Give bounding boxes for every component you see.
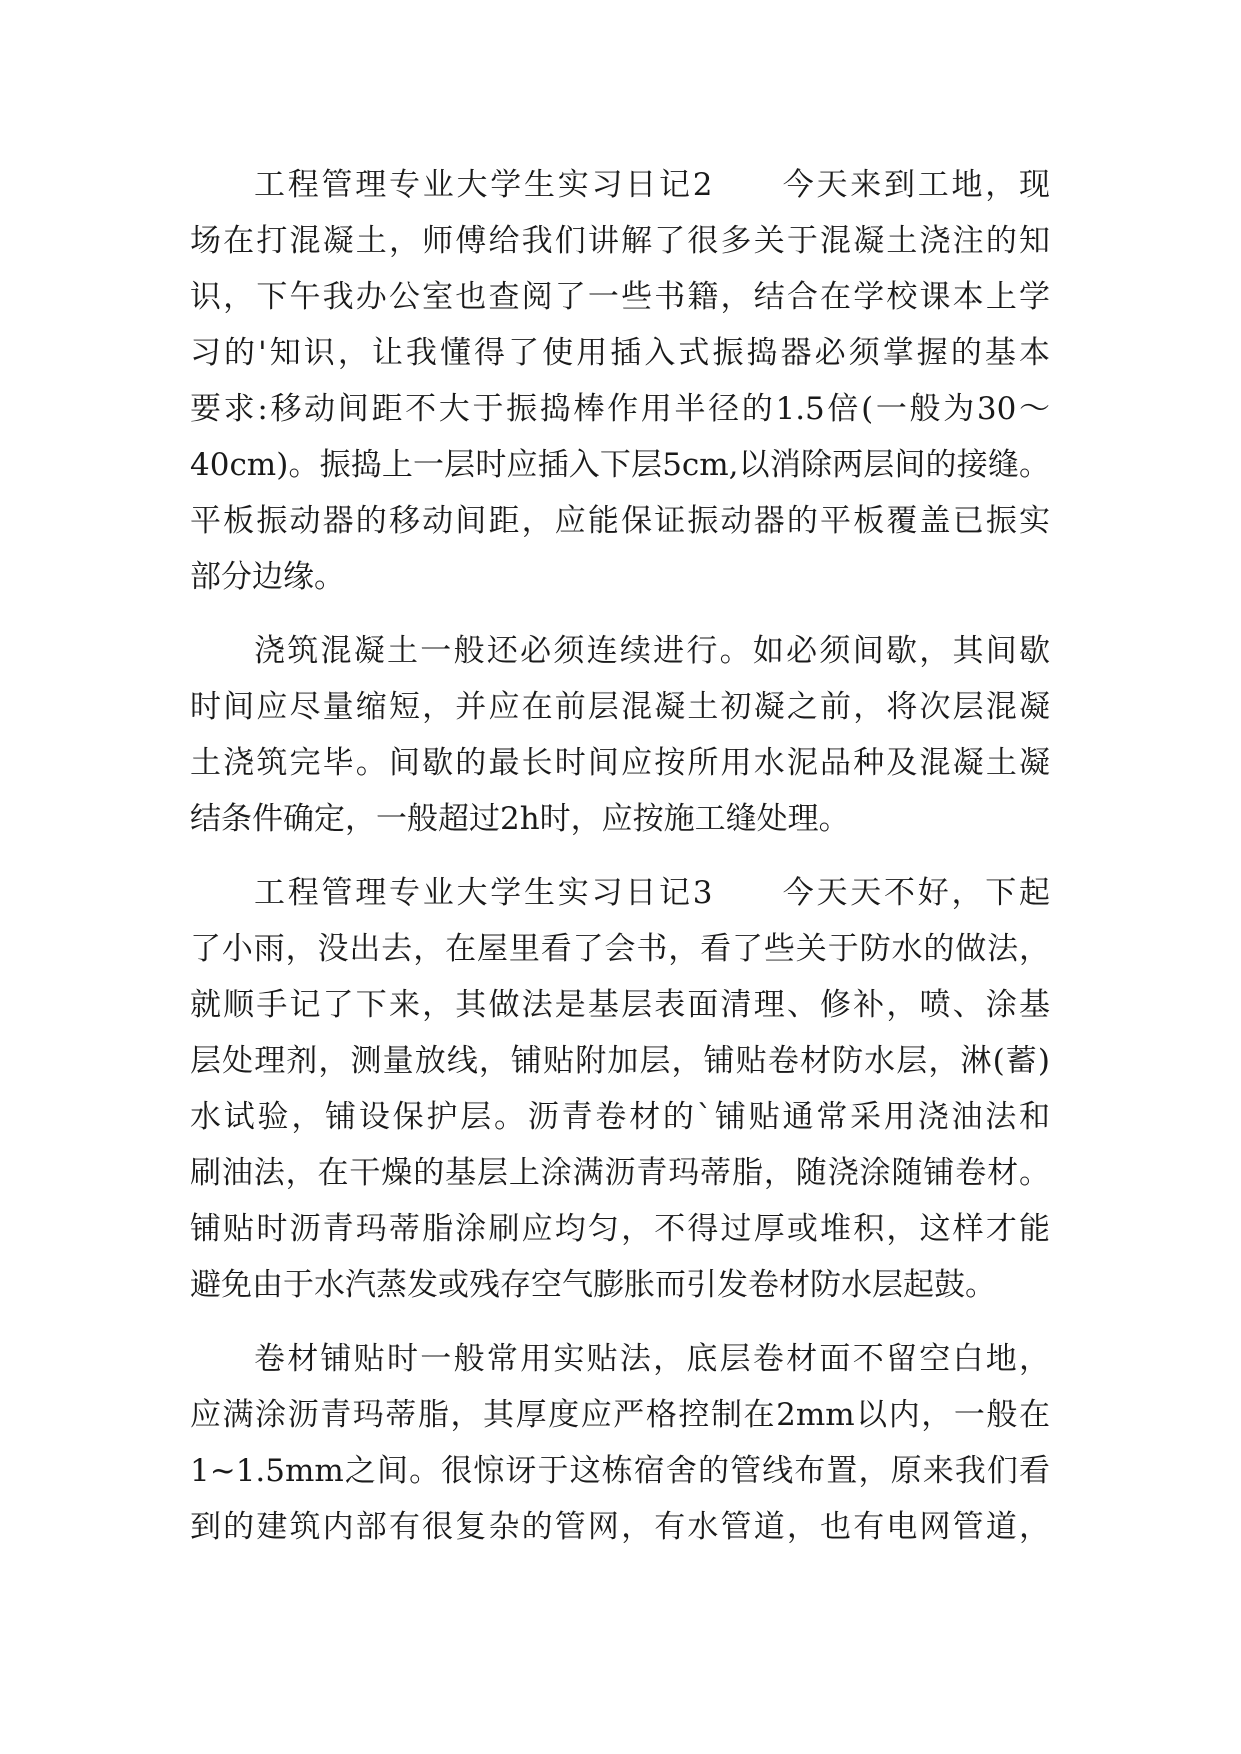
text-line: 刷油法，在干燥的基层上涂满沥青玛蒂脂，随浇涂随铺卷材。 [190, 1155, 1050, 1191]
text-line: 要求:移动间距不大于振捣棒作用半径的1.5倍(一般为30～ [190, 391, 1050, 427]
text-line: 识，下午我办公室也查阅了一些书籍，结合在学校课本上学 [190, 279, 1050, 315]
text-line: 卷材铺贴时一般常用实贴法，底层卷材面不留空白地， [254, 1341, 1050, 1377]
text-line: 层处理剂，测量放线，铺贴附加层，铺贴卷材防水层，淋(蓄) [190, 1043, 1050, 1079]
text-line: 就顺手记了下来，其做法是基层表面清理、修补，喷、涂基 [190, 987, 1050, 1023]
text-line: 浇筑混凝土一般还必须连续进行。如必须间歇，其间歇 [254, 633, 1050, 669]
text-line: 场在打混凝土，师傅给我们讲解了很多关于混凝土浇注的知 [190, 223, 1050, 259]
text-line: 习的'知识，让我懂得了使用插入式振捣器必须掌握的基本 [190, 335, 1050, 371]
text-line: 了小雨，没出去，在屋里看了会书，看了些关于防水的做法， [190, 931, 1050, 967]
text-line: 时间应尽量缩短，并应在前层混凝土初凝之前，将次层混凝 [190, 689, 1050, 725]
text-line: 结条件确定，一般超过2h时，应按施工缝处理。 [190, 801, 850, 837]
text-line: 部分边缘。 [190, 559, 345, 595]
text-line: 平板振动器的移动间距，应能保证振动器的平板覆盖已振实 [190, 503, 1050, 539]
text-line: 40cm)。振捣上一层时应插入下层5cm,以消除两层间的接缝。 [190, 447, 1050, 483]
text-line: 避免由于水汽蒸发或残存空气膨胀而引发卷材防水层起鼓。 [190, 1267, 996, 1303]
text-line: 水试验，铺设保护层。沥青卷材的`铺贴通常采用浇油法和 [190, 1099, 1050, 1135]
text-line: 土浇筑完毕。间歇的最长时间应按所用水泥品种及混凝土凝 [190, 745, 1050, 781]
text-line: 工程管理专业大学生实习日记3 今天天不好，下起 [254, 875, 1050, 911]
text-line: 铺贴时沥青玛蒂脂涂刷应均匀，不得过厚或堆积，这样才能 [190, 1211, 1050, 1247]
text-line: 应满涂沥青玛蒂脂，其厚度应严格控制在2mm以内，一般在 [190, 1397, 1050, 1433]
text-line: 工程管理专业大学生实习日记2 今天来到工地，现 [254, 167, 1050, 203]
document-page [190, 155, 1050, 1715]
text-line: 到的建筑内部有很复杂的管网，有水管道，也有电网管道， [190, 1509, 1050, 1545]
text-line: 1~1.5mm之间。很惊讶于这栋宿舍的管线布置，原来我们看 [190, 1453, 1050, 1489]
